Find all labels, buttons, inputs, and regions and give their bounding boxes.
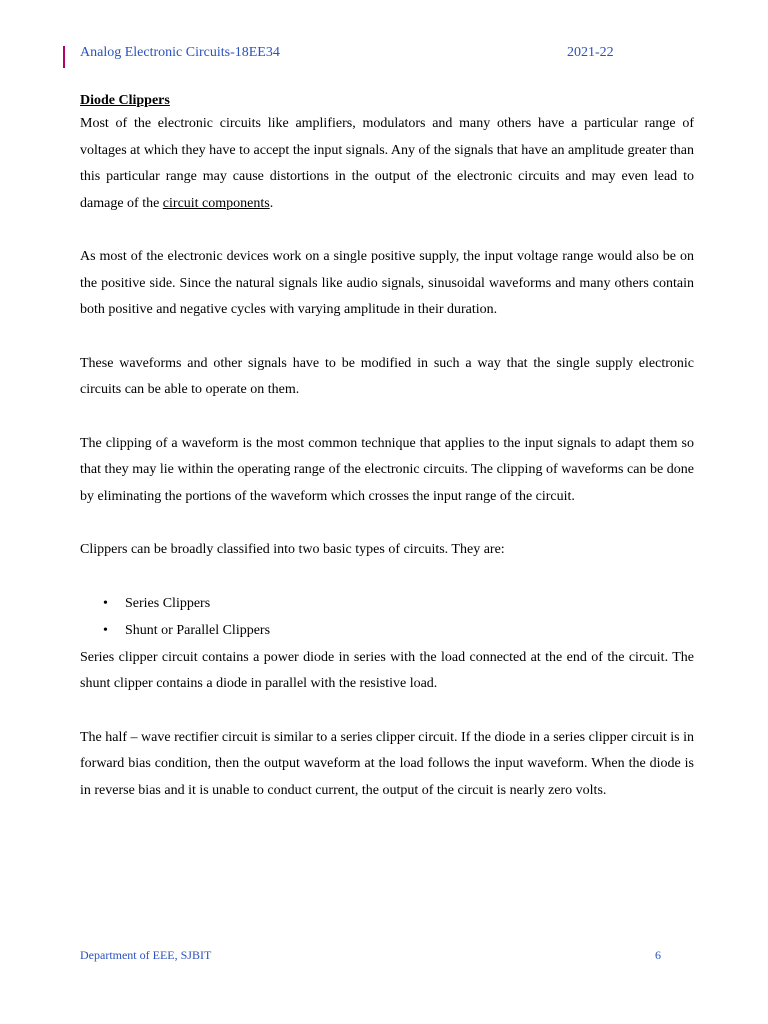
- footer-department: Department of EEE, SJBIT: [80, 948, 212, 962]
- paragraph-intro: [80, 111, 694, 217]
- circuit-components-link[interactable]: circuit components: [162, 195, 270, 211]
- list-item: [80, 618, 694, 645]
- list-item-label: Shunt or Parallel Clippers: [125, 622, 271, 638]
- paragraph-series-shunt: Series clipper circuit contains a power diode in series with the load connected at the end of the circuit. The shunt clipper contains a diode in parallel with the resistive load.: [80, 649, 694, 691]
- paragraph-intro-text: Most of the electronic circuits like amplifiers, modulators and many others have a particular range of voltages at which they have to accept the input signals. Any of the signals that have an amplitude greater than this particular range may cause distortions in the output of the electronic circuits and may even lead to damage of the: [80, 116, 694, 211]
- header-course-title: Analog Electronic Circuits-18EE34: [80, 45, 280, 60]
- paragraph-waveforms: These waveforms and other signals have to be modified in such a way that the single supply electronic circuits can be able to operate on them.: [80, 355, 694, 397]
- page-body: [80, 91, 694, 804]
- paragraph-classification: Clippers can be broadly classified into two basic types of circuits. They are:: [80, 542, 505, 557]
- header-year: 2021-22: [567, 45, 614, 60]
- paragraph-half-wave: The half – wave rectifier circuit is similar to a series clipper circuit. If the diode in a series clipper circuit is in forward bias condition, then the output waveform at the load follows the input waveform. When the diode is in reverse bias and it is unable to conduct current, the output of the circuit is nearly zero volts.: [80, 729, 694, 798]
- paragraph-positive-supply: As most of the electronic devices work on a single positive supply, the input voltage range would also be on the positive side. Since the natural signals like audio signals, sinusoidal waveforms and many others contain both positive and negative cycles with varying amplitude in their duration.: [80, 249, 694, 317]
- clipper-types-list: [80, 591, 694, 645]
- list-item: [80, 591, 694, 618]
- paragraph-intro-end: .: [269, 195, 274, 211]
- footer-page-number: 6: [655, 948, 661, 962]
- paragraph-clipping: The clipping of a waveform is the most common technique that applies to the input signals to adapt them so that they may lie within the operating range of the electronic circuits. The clipping of waveforms can be done by eliminating the portions of the waveform which crosses the input range of the circuit.: [80, 435, 694, 504]
- bullet-icon: •: [103, 595, 108, 611]
- section-title: Diode Clippers: [80, 93, 170, 108]
- bullet-icon: •: [103, 622, 108, 638]
- header-accent-bar: [63, 46, 65, 68]
- list-item-label: Series Clippers: [125, 595, 211, 611]
